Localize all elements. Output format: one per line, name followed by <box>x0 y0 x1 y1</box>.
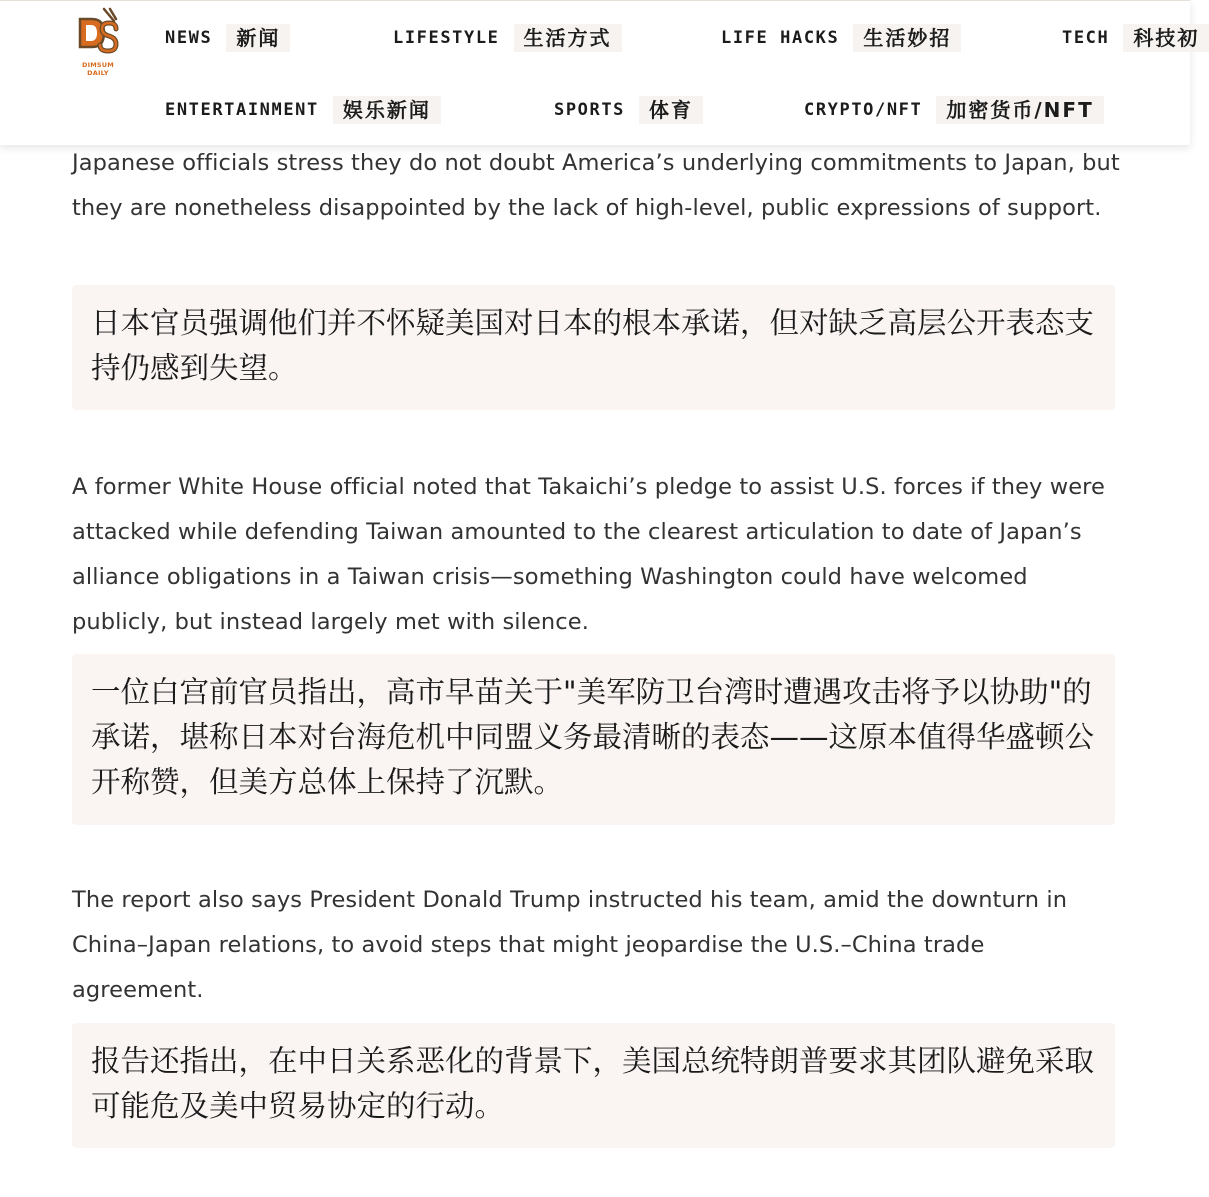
nav-item-lifestyle[interactable] <box>393 23 622 53</box>
site-header <box>0 0 1200 145</box>
primary-nav-row-1 <box>0 23 1200 53</box>
nav-label-zh: 娱乐新闻 <box>333 96 441 124</box>
nav-item-life-hacks[interactable] <box>721 23 961 53</box>
paragraph-chinese-translation: 一位白宫前官员指出，高市早苗关于"美军防卫台湾时遭遇攻击将予以协助"的承诺，堪称日本对台海危机中同盟义务最清晰的表态——这原本值得华盛顿公开称赞，但美方总体上保持了沉默。 <box>72 654 1115 825</box>
nav-label-en: CRYPTO/NFT <box>804 100 923 120</box>
nav-item-tech[interactable] <box>1062 23 1209 53</box>
nav-item-entertainment[interactable] <box>165 95 441 125</box>
nav-label-zh: 新闻 <box>226 24 290 52</box>
nav-label-en: TECH <box>1062 28 1110 48</box>
nav-label-zh: 加密货币/NFT <box>936 96 1103 124</box>
paragraph-english: A former White House official noted that Takaichi’s pledge to assist U.S. forces if they were attacked while defending Taiwan amounted to the clearest articulation to date of Japan’s alliance obligations in a Taiwan crisis—something Washington could have welcomed publicly, but instead largely met with silence. <box>72 474 1105 635</box>
paragraph-english: The report also says President Donald Trump instructed his team, amid the downturn in China–Japan relations, to avoid steps that might jeopardise the U.S.–China trade agreement. <box>72 887 1068 1003</box>
nav-item-crypto-nft[interactable] <box>804 95 1104 125</box>
nav-label-zh: 体育 <box>639 96 703 124</box>
nav-label-en: ENTERTAINMENT <box>165 100 319 120</box>
nav-label-en: LIFE HACKS <box>721 28 840 48</box>
paragraph-chinese-translation: 报告还指出，在中日关系恶化的背景下，美国总统特朗普要求其团队避免采取可能危及美中贸易协定的行动。 <box>72 1023 1115 1148</box>
nav-label-en: NEWS <box>165 28 213 48</box>
paragraph-chinese-translation: 日本官员强调他们并不怀疑美国对日本的根本承诺，但对缺乏高层公开表态支持仍感到失望。 <box>72 285 1115 410</box>
logo-caption: DIMSUM DAILY <box>82 61 114 77</box>
nav-label-zh: 生活妙招 <box>853 24 961 52</box>
nav-item-news[interactable] <box>165 23 290 53</box>
nav-label-en: SPORTS <box>554 100 626 120</box>
paragraph-english: Japanese officials stress they do not doubt America’s underlying commitments to Japan, but they are nonetheless disappointed by the lack of high-level, public expressions of support. <box>72 150 1120 221</box>
nav-label-en: LIFESTYLE <box>393 28 500 48</box>
nav-item-sports[interactable] <box>554 95 703 125</box>
nav-label-zh: 科技初 <box>1123 24 1209 52</box>
nav-label-zh: 生活方式 <box>514 24 622 52</box>
primary-nav-row-2 <box>0 95 1190 125</box>
